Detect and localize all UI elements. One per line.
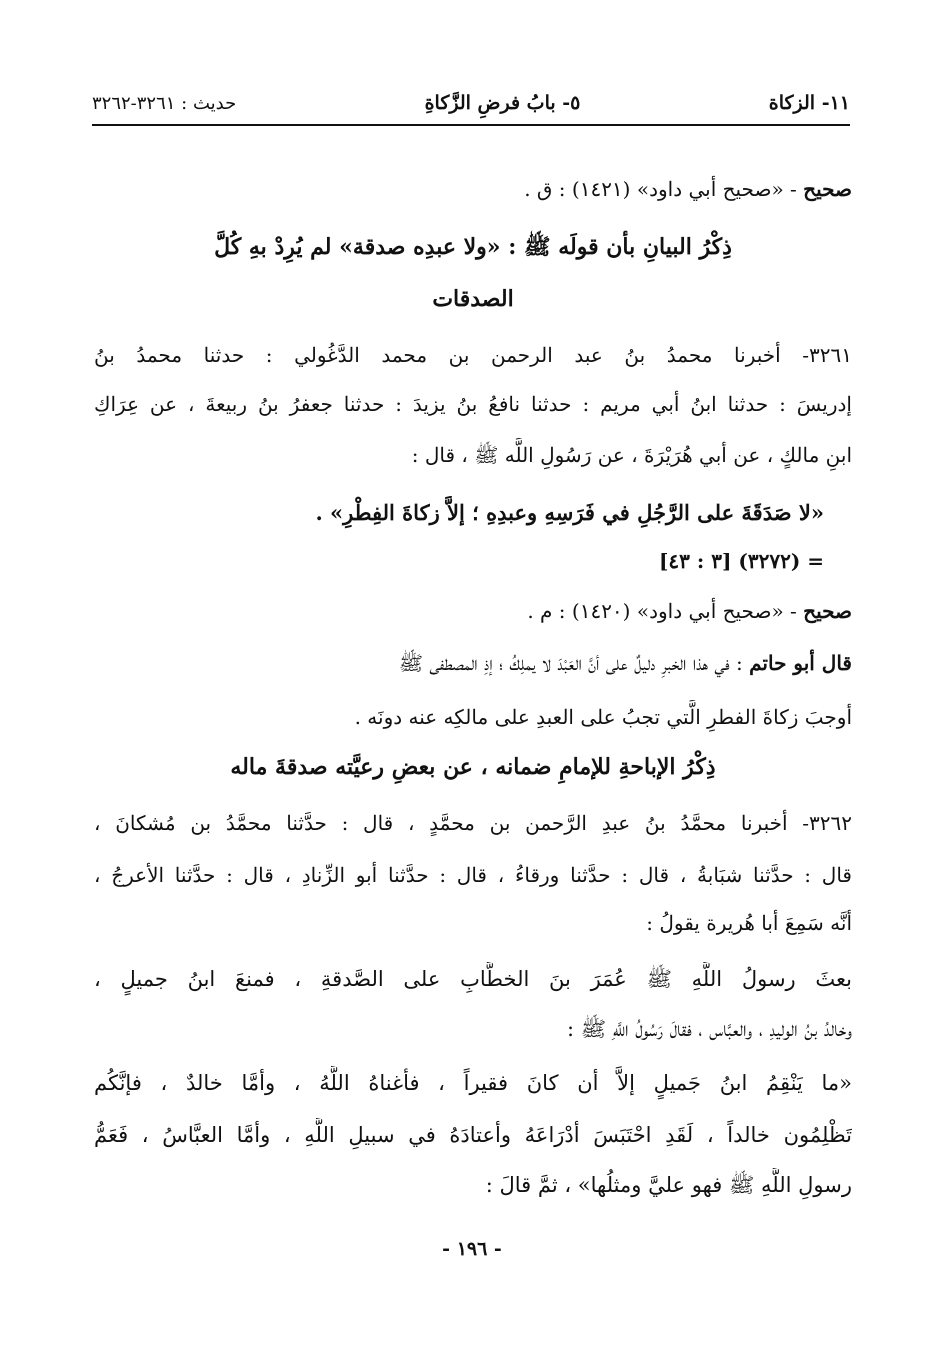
hadith-3262-matn-line5: رسولِ اللَّهِ ﷺ فهو عليَّ ومثلُها» ، ثمَّ قالَ :	[485, 1173, 852, 1197]
hadith-3261-reference: = (٣٢٧٢) [٣ : ٤٣]	[658, 549, 824, 573]
page-number: - ١٩٦ -	[442, 1238, 502, 1260]
section-heading-1-line2: الصدقات	[432, 286, 514, 312]
hadith-3261-isnad-line1: ٣٢٦١- أخبرنا محمدُ بنُ عبد الرحمن بن محمد الدَّغُولي : حدثنا محمدُ بنُ	[94, 343, 852, 367]
header-rule	[92, 124, 850, 126]
section-heading-2: ذِكْرُ الإباحةِ للإمامِ ضمانه ، عن بعضِ رعيَّته صدقةَ ماله	[230, 754, 716, 780]
running-header	[92, 88, 850, 118]
hadith-3262-matn-line3: «ما يَنْقِمُ ابنُ جَميلٍ إلاَّ أن كانَ فقيراً ، فأغناهُ اللَّهُ ، وأمَّا خالدٌ ، فإنَّكُم	[94, 1071, 852, 1095]
hadith-3262-matn-line1: بعثَ رسولُ اللَّهِ ﷺ عُمَرَ بنَ الخطَّابِ على الصَّدقةِ ، فمنعَ ابنُ جميلٍ ،	[94, 967, 852, 991]
hadith-3261-isnad-line3: ابنِ مالكٍ ، عن أبي هُرَيْرَةَ ، عن رَسُولِ اللَّه ﷺ ، قال :	[411, 443, 852, 467]
hadith-range: حديث : ٣٢٦١-٣٢٦٢	[92, 92, 237, 114]
grading-line-1	[94, 172, 852, 206]
hadith-3262-matn-line2: وخالدُ بنُ الوليدِ ، والعبَّاس ، فقالَ رَسُولُ اللَّهِ ﷺ :	[567, 1017, 852, 1041]
abu-hatim-label: قال أبو حاتم	[749, 651, 852, 675]
chapter-title: ١١- الزكاة	[768, 92, 850, 114]
hadith-3262-isnad-line3: أنَّه سَمِعَ أبا هُريرة يقولُ :	[646, 911, 852, 935]
grading-label: صحيح	[803, 599, 852, 623]
hadith-3262-isnad-line2: قال : حدَّثنا شبَابةُ ، قال : حدَّثنا ورقاءُ ، قال : حدَّثنا أبو الزِّنادِ ، قال : حدَّثنا الأعرجُ ،	[94, 863, 852, 887]
grading-label: صحيح	[803, 177, 852, 201]
abu-hatim-line1	[94, 646, 852, 680]
hadith-3261-isnad-line2: إدريسَ : حدثنا ابنُ أبي مريم : حدثنا نافعُ بنُ يزيدَ : حدثنا جعفرُ بنُ ربيعةَ ، عن عِرَاكِ	[94, 392, 852, 416]
hadith-3262-isnad-line1: ٣٢٦٢- أخبرنا محمَّدُ بنُ عبدِ الرَّحمن بن محمَّدٍ ، قال : حدَّثنا محمَّدُ بن مُشكانَ ،	[94, 811, 852, 835]
abu-hatim-line2: أوجبَ زكاةَ الفطرِ الَّتي تجبُ على العبدِ على مالكِه عنه دونَه .	[354, 705, 852, 729]
hadith-3262-matn-line4: تَظْلِمُون خالداً ، لَقَدِ احْتَبَسَ أدْرَاعَهُ وأعتادَهُ في سبيلِ اللَّهِ ، وأمَّا العبَّاسُ ، فَعَمُّ	[94, 1123, 852, 1147]
abu-hatim-text-1: : في هذا الخبرِ دليلٌ على أنَّ العَبْدَ لا يملِكُ ؛ إذِ المصطفى ﷺ	[398, 651, 743, 675]
section-title: ٥- بابُ فرضِ الزَّكاةِ	[424, 92, 581, 114]
section-heading-1-line1: ذِكْرُ البيانِ بأن قولَه ﷺ : «ولا عبدِه صدقة» لم يُرِدْ بهِ كُلَّ	[214, 234, 732, 260]
grading-text: - «صحيح أبي داود» (١٤٢١) : ق .	[524, 177, 797, 201]
hadith-3261-matn: «لا صَدَقَةَ على الرَّجُلِ في فَرَسِهِ وعبدِهِ ؛ إلاَّ زكاةَ الفِطْرِ» .	[315, 500, 824, 525]
grading-text: - «صحيح أبي داود» (١٤٢٠) : م .	[527, 599, 797, 623]
grading-line-2	[94, 594, 852, 628]
